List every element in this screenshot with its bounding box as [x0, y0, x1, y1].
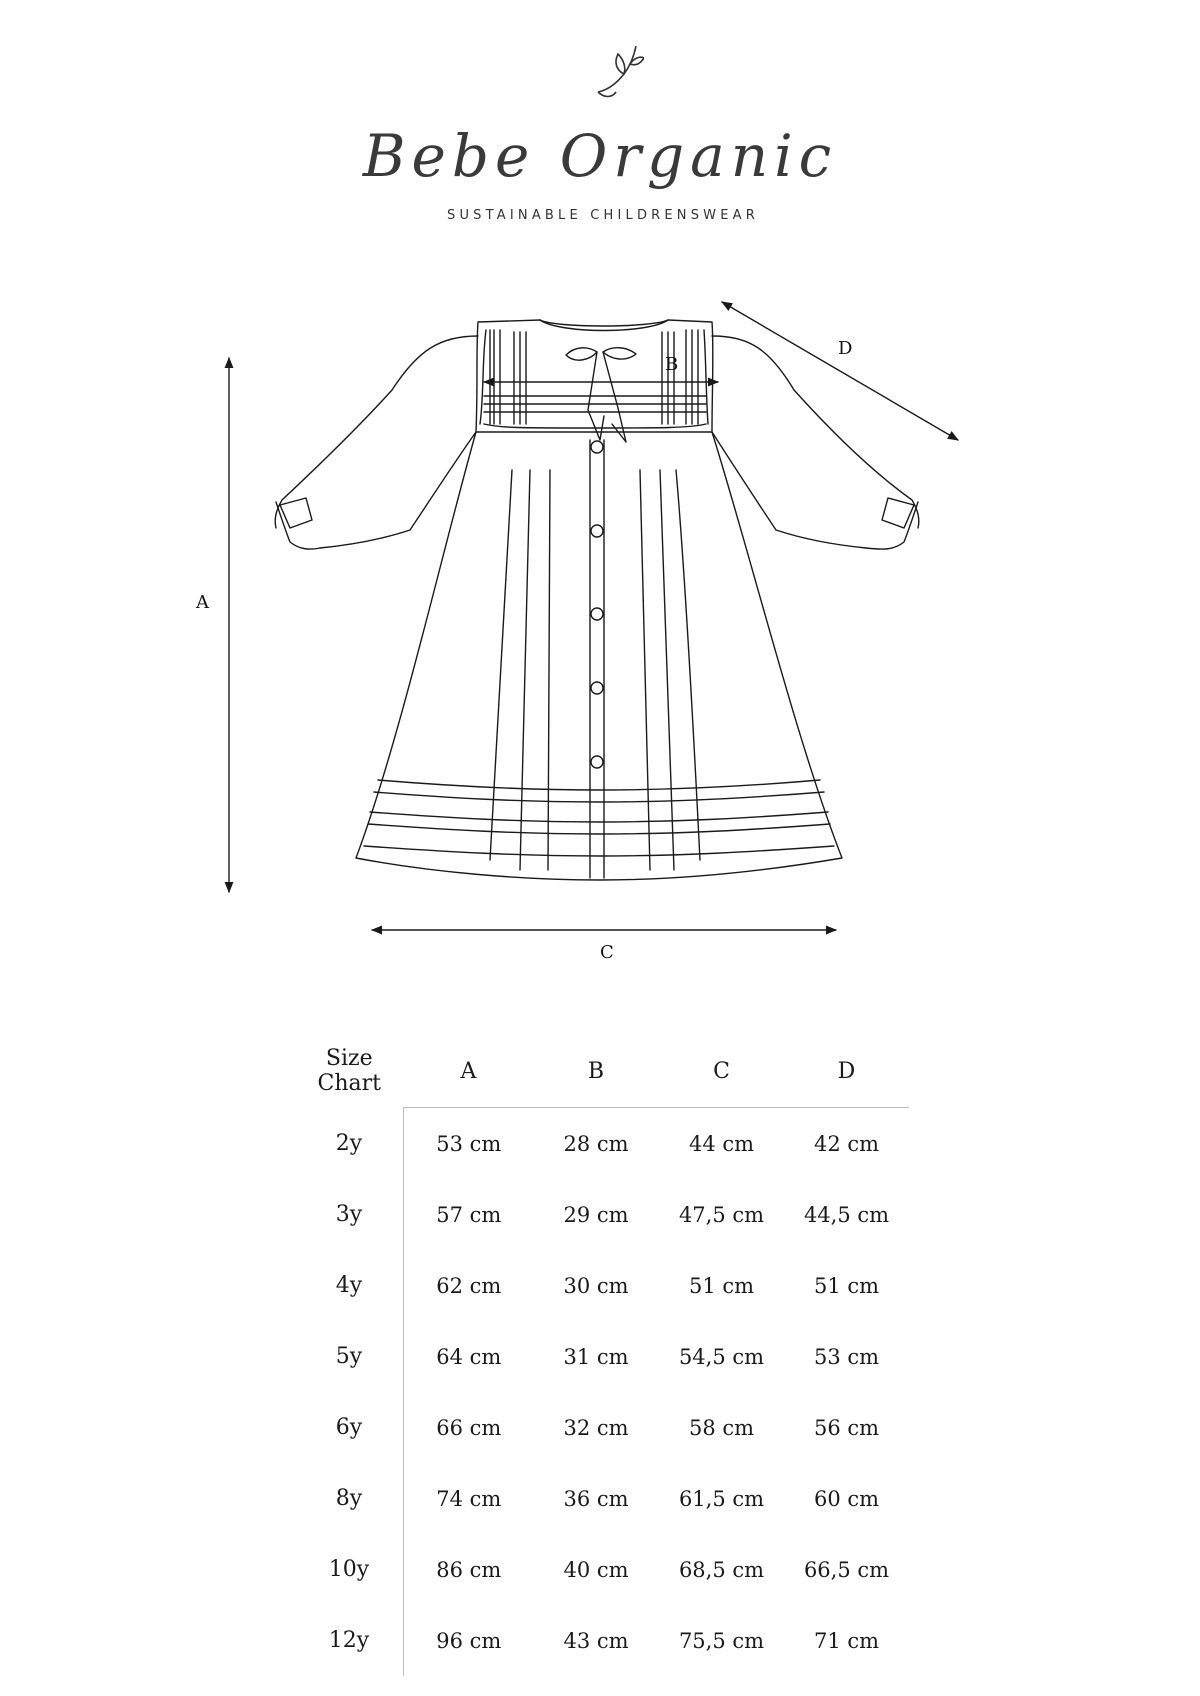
measurement-cell-a: 53 cm: [436, 1131, 502, 1156]
measurement-cell-a: 64 cm: [436, 1344, 502, 1369]
measurement-cell-c: 44 cm: [688, 1131, 755, 1156]
button-illustration: [591, 682, 603, 694]
table-row: [295, 1250, 909, 1321]
measurement-cell-b: 32 cm: [563, 1415, 629, 1440]
size-label: 12y: [295, 1605, 404, 1676]
size-chart-heading-line1: Size: [325, 1046, 373, 1072]
size-label: 6y: [295, 1392, 404, 1463]
measurement-cell-d: 56 cm: [813, 1415, 880, 1440]
measurement-cell-c: 58 cm: [688, 1415, 755, 1440]
measurement-cell-a: 66 cm: [436, 1415, 502, 1440]
measurement-cell-b: 40 cm: [563, 1557, 629, 1582]
column-header-a: A: [404, 1035, 534, 1108]
dimension-label-c: C: [600, 942, 614, 963]
table-header-row: [295, 1035, 909, 1108]
size-chart-body: [295, 1108, 909, 1677]
measurement-cell-d: 71 cm: [813, 1628, 880, 1653]
table-row: [295, 1463, 909, 1534]
measurement-cell-b: 43 cm: [563, 1628, 629, 1653]
button-illustration: [591, 608, 603, 620]
dimension-label-b: B: [665, 354, 679, 375]
measurement-cell-c: 54,5 cm: [678, 1344, 765, 1369]
measurement-cell-a: 74 cm: [436, 1486, 502, 1511]
table-row: [295, 1108, 909, 1180]
measurement-cell-d: 51 cm: [813, 1273, 880, 1298]
measurement-cell-b: 28 cm: [563, 1131, 629, 1156]
measurement-cell-d: 60 cm: [813, 1486, 880, 1511]
size-label: 4y: [295, 1250, 404, 1321]
column-header-c: C: [659, 1035, 785, 1108]
table-row: [295, 1534, 909, 1605]
measurement-cell-c: 75,5 cm: [678, 1628, 765, 1653]
table-row: [295, 1179, 909, 1250]
size-label: 3y: [295, 1179, 404, 1250]
dimension-label-d: D: [838, 338, 853, 359]
measurement-cell-b: 31 cm: [563, 1344, 629, 1369]
size-label: 5y: [295, 1321, 404, 1392]
dimension-label-a: A: [196, 592, 209, 613]
measurement-cell-a: 62 cm: [436, 1273, 502, 1298]
size-chart-heading: [295, 1035, 404, 1108]
button-illustration: [591, 756, 603, 768]
table-row: [295, 1392, 909, 1463]
measurement-cell-d: 44,5 cm: [803, 1202, 890, 1227]
measurement-cell-c: 51 cm: [688, 1273, 755, 1298]
measurement-cell-c: 61,5 cm: [678, 1486, 765, 1511]
table-row: [295, 1321, 909, 1392]
measurement-cell-a: 86 cm: [436, 1557, 502, 1582]
button-illustration: [591, 441, 603, 453]
measurement-cell-d: 53 cm: [813, 1344, 880, 1369]
column-header-b: B: [534, 1035, 659, 1108]
measurement-cell-b: 30 cm: [563, 1273, 629, 1298]
brand-tagline: SUSTAINABLE CHILDRENSWEAR: [447, 208, 759, 223]
measurement-cell-b: 29 cm: [563, 1202, 629, 1227]
button-illustration: [591, 525, 603, 537]
size-chart-heading-line2: Chart: [317, 1071, 381, 1097]
size-label: 2y: [295, 1108, 404, 1180]
size-label: 8y: [295, 1463, 404, 1534]
measurement-cell-a: 96 cm: [436, 1628, 502, 1653]
measurement-cell-c: 68,5 cm: [678, 1557, 765, 1582]
measurement-cell-a: 57 cm: [436, 1202, 502, 1227]
column-header-d: D: [785, 1035, 909, 1108]
dimension-arrow-d: [722, 302, 958, 440]
size-chart-table: [295, 1035, 909, 1676]
measurement-cell-c: 47,5 cm: [678, 1202, 765, 1227]
measurement-cell-b: 36 cm: [563, 1486, 629, 1511]
measurement-cell-d: 66,5 cm: [803, 1557, 890, 1582]
measurement-cell-d: 42 cm: [813, 1131, 880, 1156]
table-row: [295, 1605, 909, 1676]
brand-name: Bebe Organic: [362, 122, 838, 190]
size-label: 10y: [295, 1534, 404, 1605]
